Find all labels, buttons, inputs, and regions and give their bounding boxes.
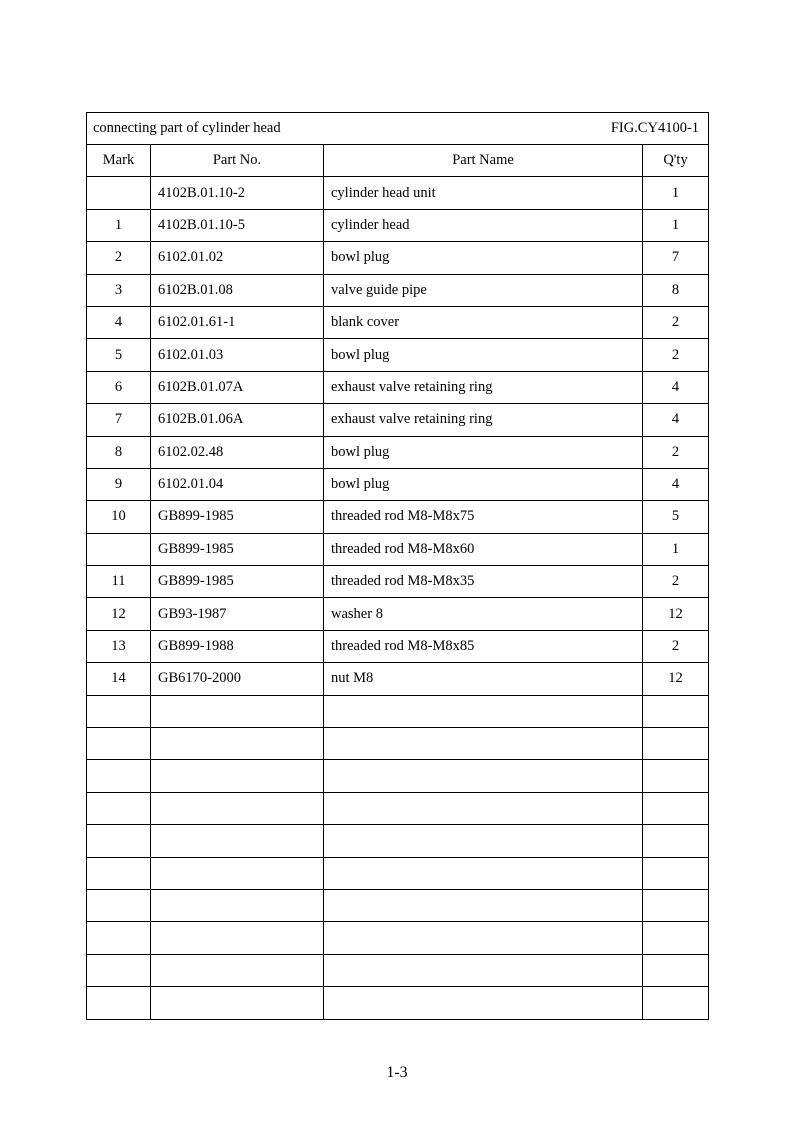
cell-mark: 1 (87, 209, 151, 241)
cell-qty: 1 (643, 177, 709, 209)
cell-part-no (151, 825, 324, 857)
cell-part-no: 4102B.01.10-5 (151, 209, 324, 241)
header-qty: Q'ty (643, 145, 709, 177)
cell-mark (87, 695, 151, 727)
cell-qty: 2 (643, 339, 709, 371)
cell-part-no: 6102B.01.07A (151, 371, 324, 403)
cell-part-no (151, 954, 324, 986)
cell-part-name: bowl plug (324, 242, 643, 274)
cell-qty (643, 825, 709, 857)
table-row (87, 274, 709, 306)
cell-qty (643, 760, 709, 792)
cell-part-name: bowl plug (324, 436, 643, 468)
cell-part-no (151, 728, 324, 760)
cell-qty: 2 (643, 630, 709, 662)
table-row (87, 468, 709, 500)
cell-part-name: washer 8 (324, 598, 643, 630)
cell-mark (87, 760, 151, 792)
table-title-row (87, 113, 709, 145)
cell-part-no: 6102.02.48 (151, 436, 324, 468)
table-row (87, 922, 709, 954)
cell-mark (87, 954, 151, 986)
cell-part-name: exhaust valve retaining ring (324, 371, 643, 403)
table-row (87, 566, 709, 598)
cell-part-name (324, 954, 643, 986)
cell-part-no (151, 987, 324, 1019)
cell-qty: 4 (643, 468, 709, 500)
cell-mark (87, 792, 151, 824)
cell-qty: 12 (643, 598, 709, 630)
cell-part-name: bowl plug (324, 339, 643, 371)
cell-part-name: nut M8 (324, 663, 643, 695)
cell-qty (643, 987, 709, 1019)
cell-part-no: GB899-1985 (151, 566, 324, 598)
cell-mark (87, 987, 151, 1019)
table-row (87, 889, 709, 921)
table-row (87, 760, 709, 792)
cell-part-no (151, 922, 324, 954)
cell-mark (87, 177, 151, 209)
cell-part-name (324, 922, 643, 954)
header-part-no: Part No. (151, 145, 324, 177)
table-row (87, 533, 709, 565)
cell-qty (643, 922, 709, 954)
cell-part-name: blank cover (324, 306, 643, 338)
cell-part-name (324, 760, 643, 792)
table-title-cell (87, 113, 709, 145)
cell-part-no: 6102.01.61-1 (151, 306, 324, 338)
cell-part-name (324, 695, 643, 727)
cell-mark: 14 (87, 663, 151, 695)
cell-qty: 2 (643, 306, 709, 338)
cell-mark: 13 (87, 630, 151, 662)
cell-mark: 6 (87, 371, 151, 403)
cell-part-no: 4102B.01.10-2 (151, 177, 324, 209)
table-row (87, 404, 709, 436)
cell-qty (643, 954, 709, 986)
cell-qty: 5 (643, 501, 709, 533)
table-row (87, 339, 709, 371)
table-row (87, 306, 709, 338)
cell-part-no: GB899-1985 (151, 533, 324, 565)
cell-mark: 2 (87, 242, 151, 274)
cell-qty (643, 792, 709, 824)
cell-qty: 12 (643, 663, 709, 695)
cell-part-name (324, 728, 643, 760)
parts-list-body (87, 113, 709, 1020)
table-title: connecting part of cylinder head (93, 120, 281, 136)
cell-part-no (151, 792, 324, 824)
cell-mark: 9 (87, 468, 151, 500)
cell-qty (643, 695, 709, 727)
cell-mark: 3 (87, 274, 151, 306)
cell-part-name: exhaust valve retaining ring (324, 404, 643, 436)
cell-part-no: 6102B.01.06A (151, 404, 324, 436)
cell-part-name: threaded rod M8-M8x35 (324, 566, 643, 598)
cell-part-no (151, 889, 324, 921)
cell-part-name (324, 987, 643, 1019)
cell-mark (87, 533, 151, 565)
cell-mark (87, 857, 151, 889)
figure-number: FIG.CY4100-1 (610, 120, 700, 136)
cell-mark (87, 889, 151, 921)
cell-part-no: 6102.01.03 (151, 339, 324, 371)
table-row (87, 371, 709, 403)
cell-part-no (151, 857, 324, 889)
cell-qty (643, 889, 709, 921)
header-part-name: Part Name (324, 145, 643, 177)
cell-mark (87, 825, 151, 857)
table-row (87, 242, 709, 274)
table-header-row (87, 145, 709, 177)
cell-mark: 12 (87, 598, 151, 630)
cell-qty: 1 (643, 209, 709, 241)
table-row (87, 630, 709, 662)
header-mark: Mark (87, 145, 151, 177)
cell-mark: 8 (87, 436, 151, 468)
cell-qty: 8 (643, 274, 709, 306)
cell-qty: 7 (643, 242, 709, 274)
cell-part-name (324, 889, 643, 921)
table-row (87, 954, 709, 986)
table-row (87, 177, 709, 209)
table-row (87, 209, 709, 241)
cell-part-no (151, 760, 324, 792)
cell-qty (643, 728, 709, 760)
cell-part-name: threaded rod M8-M8x85 (324, 630, 643, 662)
cell-qty: 2 (643, 566, 709, 598)
table-row (87, 792, 709, 824)
cell-part-name: threaded rod M8-M8x75 (324, 501, 643, 533)
cell-mark (87, 922, 151, 954)
cell-part-no: GB93-1987 (151, 598, 324, 630)
cell-part-name: cylinder head unit (324, 177, 643, 209)
cell-part-name (324, 792, 643, 824)
table-row (87, 598, 709, 630)
cell-mark: 7 (87, 404, 151, 436)
cell-mark: 5 (87, 339, 151, 371)
cell-part-name: cylinder head (324, 209, 643, 241)
cell-qty (643, 857, 709, 889)
cell-part-name: bowl plug (324, 468, 643, 500)
cell-part-no (151, 695, 324, 727)
cell-part-no: 6102B.01.08 (151, 274, 324, 306)
table-row (87, 436, 709, 468)
cell-mark: 4 (87, 306, 151, 338)
cell-part-no: GB899-1985 (151, 501, 324, 533)
table-row (87, 825, 709, 857)
cell-qty: 1 (643, 533, 709, 565)
cell-mark (87, 728, 151, 760)
page-number: 1-3 (386, 1064, 408, 1081)
table-row (87, 728, 709, 760)
cell-part-name (324, 825, 643, 857)
cell-mark: 11 (87, 566, 151, 598)
table-row (87, 857, 709, 889)
cell-part-name (324, 857, 643, 889)
table-row (87, 695, 709, 727)
cell-part-no: 6102.01.04 (151, 468, 324, 500)
cell-part-name: valve guide pipe (324, 274, 643, 306)
cell-qty: 4 (643, 371, 709, 403)
parts-list-table (86, 112, 709, 1020)
cell-part-no: 6102.01.02 (151, 242, 324, 274)
cell-mark: 10 (87, 501, 151, 533)
cell-qty: 2 (643, 436, 709, 468)
cell-part-name: threaded rod M8-M8x60 (324, 533, 643, 565)
table-row (87, 663, 709, 695)
cell-part-no: GB899-1988 (151, 630, 324, 662)
table-row (87, 501, 709, 533)
cell-qty: 4 (643, 404, 709, 436)
table-row (87, 987, 709, 1019)
cell-part-no: GB6170-2000 (151, 663, 324, 695)
